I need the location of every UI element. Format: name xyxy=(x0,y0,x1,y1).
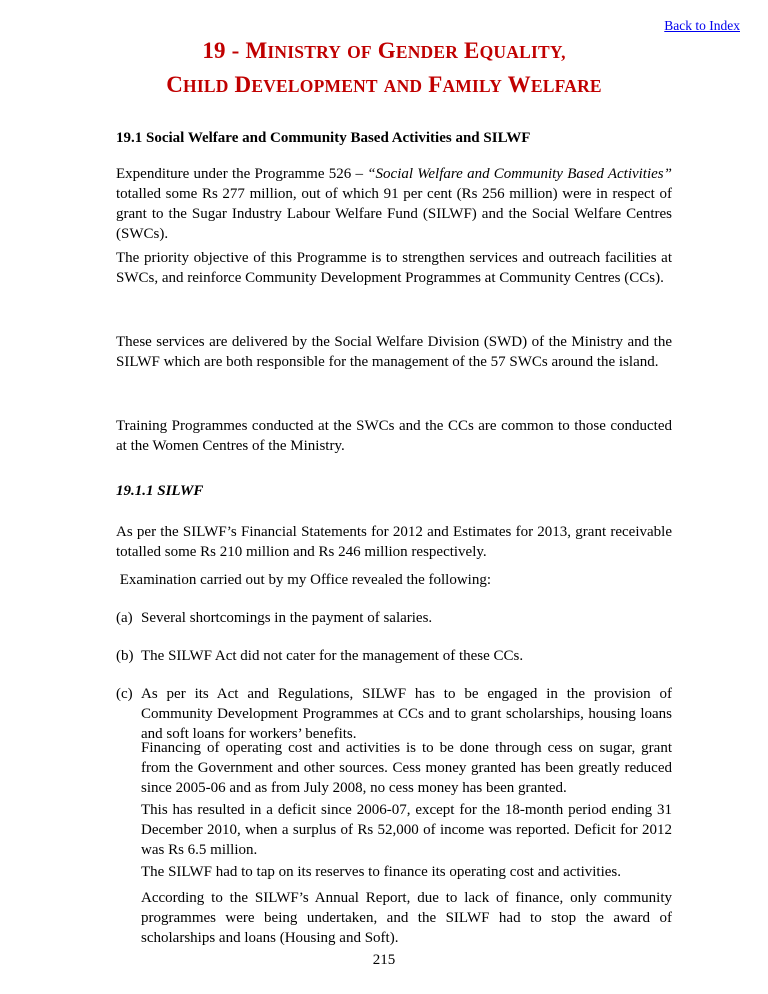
list-item-a xyxy=(116,608,672,628)
item-c-paragraph-1: Financing of operating cost and activities is to be done through cess on sugar, grant from the Government and other sources. Cess money granted has been greatly reduced since 2005-06 and as from July 2008, no cess money has been granted. xyxy=(141,740,672,796)
list-item-text: The SILWF Act did not cater for the management of these CCs. xyxy=(141,648,524,664)
subsection-paragraph-2: Examination carried out by my Office revealed the following: xyxy=(116,572,492,588)
list-item-label: (b) xyxy=(116,648,134,664)
title-cap: C xyxy=(166,72,184,97)
section-paragraph-4: Training Programmes conducted at the SWCs and the CCs are common to those conducted at the Women Centres of the Ministry. xyxy=(116,418,672,454)
title-cap: E xyxy=(458,38,480,63)
title-smallcaps: HILD xyxy=(183,76,229,96)
subsection-paragraph-1: As per the SILWF’s Financial Statements for 2012 and Estimates for 2013, grant receivable totalled some Rs 210 million and Rs 246 million respectively. xyxy=(116,524,672,560)
section-paragraph-2: The priority objective of this Programme is to strengthen services and outreach facilities at SWCs, and reinforce Community Development Programmes at Community Centres (CCs). xyxy=(116,250,672,286)
chapter-number: 19 - xyxy=(202,38,246,63)
title-smallcaps: AND xyxy=(383,76,423,96)
title-cap: M xyxy=(245,38,268,63)
title-smallcaps: QUALITY, xyxy=(479,42,566,62)
title-cap: D xyxy=(228,72,252,97)
title-smallcaps: ELFARE xyxy=(530,76,602,96)
list-item-text: As per its Act and Regulations, SILWF has to be engaged in the provision of Community Development Programmes at CCs and to grant scholarships, housing loans and soft loans for workers’ benefits. xyxy=(141,686,672,742)
title-cap: F xyxy=(422,72,443,97)
list-item-c xyxy=(116,684,672,744)
list-item-text: Several shortcomings in the payment of salaries. xyxy=(141,610,433,626)
title-cap: G xyxy=(371,38,396,63)
title-smallcaps: OF xyxy=(347,42,372,62)
section-heading: 19.1 Social Welfare and Community Based Activities and SILWF xyxy=(116,130,531,146)
programme-name: “Social Welfare and Community Based Activities” xyxy=(367,166,672,182)
title-smallcaps: AMILY xyxy=(442,76,503,96)
subsection-heading: 19.1.1 SILWF xyxy=(116,483,204,499)
title-smallcaps: ENDER xyxy=(395,42,459,62)
text-run: totalled some Rs 277 million, out of which 91 per cent (Rs 256 million) were in respect of grant to the Sugar Industry Labour Welfare Fund (SILWF) and the Social Welfare Centres (SWCs). xyxy=(116,186,672,242)
item-c-paragraph-3: The SILWF had to tap on its reserves to finance its operating cost and activities. xyxy=(141,864,622,880)
list-item-label: (c) xyxy=(116,686,133,702)
list-item-b xyxy=(116,646,672,666)
title-cap: W xyxy=(502,72,531,97)
list-item-label: (a) xyxy=(116,610,133,626)
chapter-title-line-2 xyxy=(0,72,768,98)
text-run: Expenditure under the Programme 526 – xyxy=(116,166,368,182)
back-to-index-link[interactable]: Back to Index xyxy=(664,18,740,33)
title-smallcaps: EVELOPMENT xyxy=(251,76,378,96)
page-number: 215 xyxy=(372,952,396,968)
title-smallcaps: INISTRY xyxy=(267,42,342,62)
item-c-paragraph-2: This has resulted in a deficit since 2006-07, except for the 18-month period ending 31 December 2010, when a surplus of Rs 52,000 of income was reported. Deficit for 2012 was Rs 6.5 million. xyxy=(141,802,672,858)
section-paragraph-3: These services are delivered by the Social Welfare Division (SWD) of the Ministry and the SILWF which are both responsible for the management of the 57 SWCs around the island. xyxy=(116,334,672,370)
chapter-title-line-1 xyxy=(0,38,768,64)
item-c-paragraph-4: According to the SILWF’s Annual Report, due to lack of finance, only community programmes were being undertaken, and the SILWF had to stop the award of scholarships and loans (Housing and Soft). xyxy=(141,890,672,946)
section-paragraph-1 xyxy=(116,164,672,244)
